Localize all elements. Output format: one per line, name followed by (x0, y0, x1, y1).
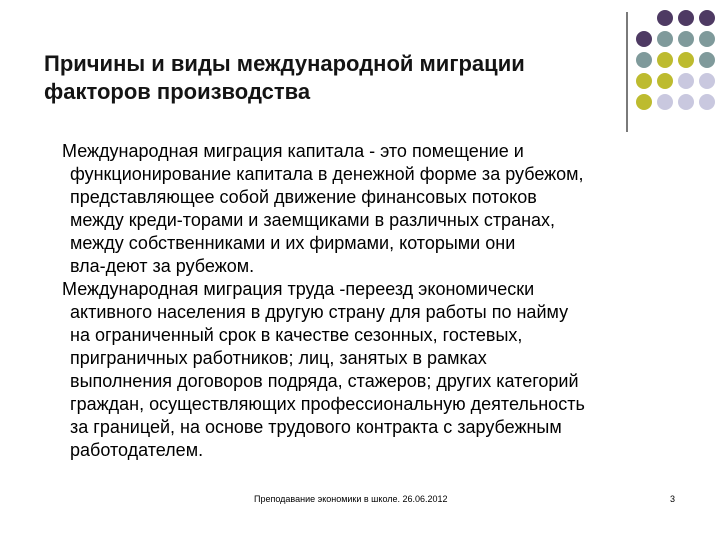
title-line-2: факторов производства (44, 79, 311, 104)
decorative-dot (699, 73, 715, 89)
decorative-dot (657, 52, 673, 68)
page-number: 3 (670, 494, 676, 504)
body-line: активного населения в другую страну для работы по найму (70, 302, 569, 322)
decorative-dot (657, 73, 673, 89)
body-line: вла-деют за рубежом. (70, 256, 255, 276)
body-line: Международная миграция капитала - это помещение и (62, 141, 524, 161)
slide-title (44, 50, 604, 106)
decorative-dot (678, 31, 694, 47)
paragraph-labor-migration (62, 278, 702, 462)
decorative-dot (657, 10, 673, 26)
body-line: работодателем. (70, 440, 204, 460)
decorative-dot (636, 52, 652, 68)
paragraph-capital-migration (62, 140, 702, 278)
footer-text: Преподавание экономики в школе. 26.06.2012 (254, 494, 448, 504)
body-line: за границей, на основе трудового контракта с зарубежным (70, 417, 562, 437)
body-line: на ограниченный срок в качестве сезонных, гостевых, (70, 325, 523, 345)
decorative-dot (678, 94, 694, 110)
decorative-dot (657, 94, 673, 110)
decorative-dot (636, 73, 652, 89)
decorative-dot-grid (636, 10, 720, 120)
slide-body (62, 140, 702, 462)
body-line: функционирование капитала в денежной форме за рубежом, (70, 164, 584, 184)
decorative-dot (678, 10, 694, 26)
decorative-dot (699, 52, 715, 68)
title-line-1: Причины и виды международной миграции (44, 51, 525, 76)
body-line: Международная миграция труда -переезд экономически (62, 279, 535, 299)
decorative-dot (657, 31, 673, 47)
decorative-dot (636, 94, 652, 110)
body-line: граждан, осуществляющих профессиональную деятельность (70, 394, 585, 414)
decorative-dot (699, 31, 715, 47)
decorative-dot (699, 10, 715, 26)
decorative-dot (699, 94, 715, 110)
body-line: между креди-торами и заемщиками в различных странах, (70, 210, 556, 230)
decorative-dot (678, 73, 694, 89)
decorative-dot (678, 52, 694, 68)
body-line: между собственниками и их фирмами, которыми они (70, 233, 516, 253)
body-line: приграничных работников; лиц, занятых в рамках (70, 348, 487, 368)
decorative-dot (636, 31, 652, 47)
decorative-divider (626, 12, 628, 132)
body-line: выполнения договоров подряда, стажеров; других категорий (70, 371, 579, 391)
body-line: представляющее собой движение финансовых потоков (70, 187, 537, 207)
